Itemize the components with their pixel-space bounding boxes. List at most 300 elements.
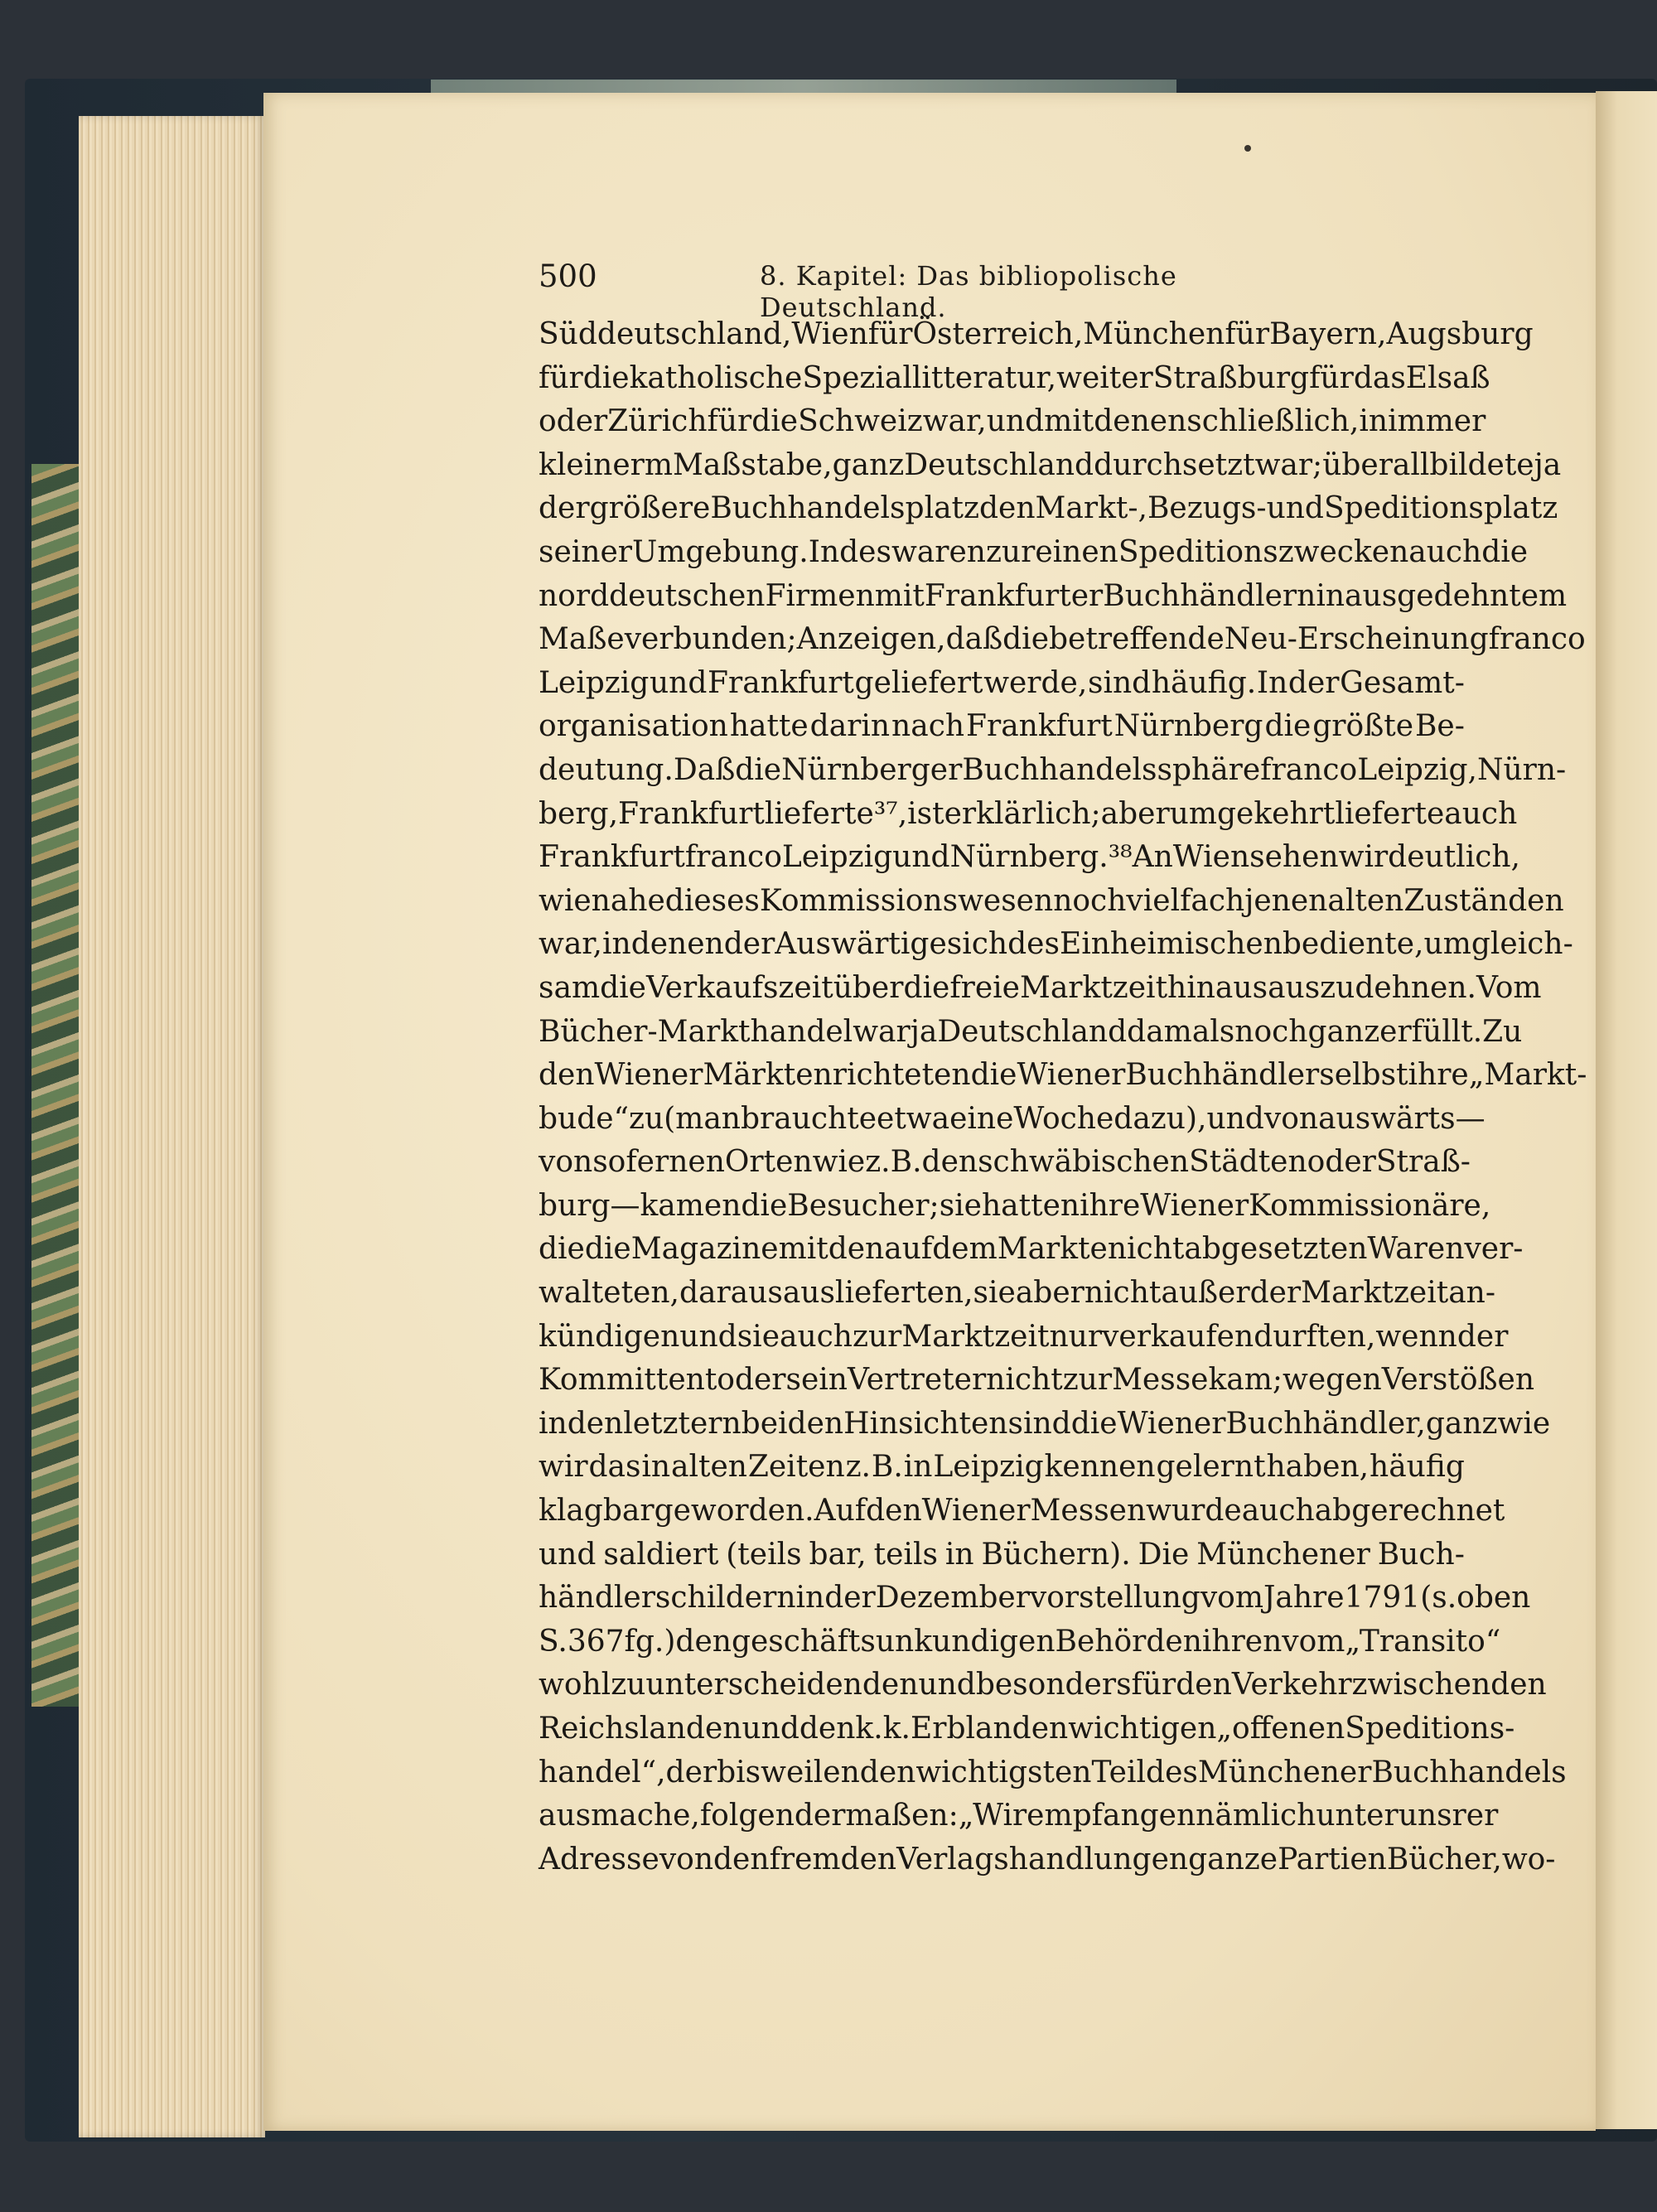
word: denen (630, 927, 724, 962)
word: Österreich, (912, 317, 1084, 351)
word: für (1309, 360, 1354, 395)
word: Partien (1278, 1842, 1387, 1876)
page-header (539, 258, 1284, 323)
word: Nürnberg (1114, 709, 1263, 744)
word: deutlich, (1388, 840, 1520, 875)
word: des (1146, 1755, 1198, 1789)
word: Speditionszwecken (1118, 534, 1409, 569)
word: Behörden (1055, 1624, 1202, 1659)
headband (431, 80, 1176, 93)
word: beiden (741, 1406, 844, 1441)
word: Frankfurt (539, 840, 685, 875)
word: ausgedehntem (1345, 578, 1568, 613)
word: München (1083, 317, 1225, 351)
word: Speditionsplatz (1323, 491, 1558, 526)
text-line (539, 705, 1465, 749)
word: bar, (809, 1537, 867, 1572)
word: bildete (1429, 447, 1534, 482)
word: „offenen (1216, 1712, 1345, 1746)
word: gelernt (1156, 1450, 1266, 1485)
word: die (1070, 1406, 1118, 1441)
word: die (741, 1188, 788, 1223)
word: bediente, (1282, 927, 1424, 962)
word: war (853, 1014, 911, 1049)
word: der (1457, 1319, 1509, 1354)
word: alten (1327, 883, 1404, 918)
word: haben, (1266, 1450, 1370, 1485)
word: Kommissionäre, (1249, 1188, 1491, 1223)
text-line (539, 400, 1486, 444)
word: Kommittent (539, 1363, 717, 1398)
word: ganz (832, 447, 905, 482)
word: hatten (981, 1188, 1080, 1223)
word: wichtigen (1068, 1712, 1217, 1746)
word: vom (1282, 1624, 1345, 1659)
word: Wiener (1117, 1406, 1226, 1441)
text-line (539, 1446, 1465, 1490)
word: (s. (1420, 1581, 1457, 1616)
word: Marktzeit (1019, 970, 1168, 1005)
word: von (1263, 1101, 1319, 1136)
word: händler (539, 1581, 655, 1616)
word: Dezembervorstellung (875, 1581, 1200, 1616)
word: Wien (791, 317, 868, 351)
word: Zuständen (1403, 883, 1564, 918)
word: Adresse (539, 1842, 659, 1876)
word: waren (891, 534, 986, 569)
word: den (866, 1494, 922, 1529)
text-line (539, 1011, 1523, 1055)
word: Süddeutschland, (539, 317, 792, 351)
text-line (539, 662, 1465, 706)
word: auszudehnen. (1268, 970, 1476, 1005)
word: Marktzeit (1301, 1276, 1449, 1311)
text-line (539, 749, 1567, 793)
word: die (539, 1232, 585, 1267)
word: Münchener (1197, 1755, 1372, 1789)
word: daraus (679, 1276, 783, 1311)
text-line (539, 1141, 1471, 1185)
word: Orten (724, 1145, 813, 1180)
word: Verstößen (1381, 1363, 1535, 1398)
word: die (751, 404, 799, 439)
word: empfangen (1027, 1799, 1196, 1833)
word: die (582, 360, 630, 395)
word: wenn (1375, 1319, 1457, 1354)
word: letztern (623, 1406, 742, 1441)
word: aber (1100, 796, 1170, 831)
word: und (742, 1712, 800, 1746)
word: reinen (1021, 534, 1118, 569)
word: Leipzig (933, 1450, 1044, 1485)
word: nicht (1107, 1232, 1185, 1267)
word: B. (890, 1145, 922, 1180)
word: katholische (629, 360, 803, 395)
text-line (539, 1620, 1501, 1664)
word: Markt-, (1035, 491, 1147, 526)
word: (man (664, 1101, 741, 1136)
word: ihre (1080, 1188, 1141, 1223)
word: verbunden; (624, 622, 797, 657)
word: Zürich (607, 404, 708, 439)
word: Speditions- (1345, 1712, 1515, 1746)
word: fernen (626, 1145, 725, 1180)
word: ganz (1307, 1014, 1380, 1049)
word: „Transito“ (1345, 1624, 1501, 1659)
text-line (539, 487, 1558, 531)
word: An (1132, 840, 1173, 875)
word: in (903, 1450, 933, 1485)
word: über (833, 970, 904, 1005)
word: Daß (673, 752, 736, 787)
word: war, (539, 927, 602, 962)
word: die (584, 1232, 631, 1267)
word: schildern (655, 1581, 796, 1616)
word: Buchhändlern (1103, 578, 1316, 613)
word: ja (1534, 447, 1562, 482)
word: teils (873, 1537, 938, 1572)
word: war, (922, 404, 987, 439)
word: sie (737, 1319, 780, 1354)
word: unter (1316, 1799, 1399, 1833)
word: das (1353, 360, 1406, 395)
word: Waren (1367, 1232, 1465, 1267)
word: auch (1241, 1494, 1315, 1529)
text-line (539, 1751, 1567, 1795)
word: 367 (567, 1624, 625, 1659)
word: mit (1044, 404, 1094, 439)
word: schwäbischen (978, 1145, 1190, 1180)
word: Städten (1189, 1145, 1307, 1180)
word: unsrer (1398, 1799, 1499, 1833)
word: Buchhändler, (1225, 1406, 1426, 1441)
word: den (828, 1232, 885, 1267)
word: ist (907, 796, 944, 831)
word: hinaus (1167, 970, 1268, 1005)
word: deutung. (539, 752, 674, 787)
word: die (1002, 622, 1050, 657)
word: zwischen (1351, 1668, 1491, 1702)
word: hatte (729, 709, 809, 744)
word: und (679, 1319, 737, 1354)
word: Buchhandelssphäre (962, 752, 1261, 787)
word: jenen (1244, 883, 1328, 918)
word: auch (1408, 534, 1482, 569)
word: Buchhandelsplatz (710, 491, 979, 526)
text-line (539, 836, 1520, 880)
word: Gesamt- (1340, 665, 1465, 700)
word: der (1287, 665, 1340, 700)
text-line (539, 1490, 1505, 1533)
word: Be- (1414, 709, 1465, 744)
word: lieferte (1335, 796, 1445, 831)
word: verkaufen (1102, 1319, 1254, 1354)
word: ganze (1188, 1842, 1278, 1876)
word: k. (855, 1712, 883, 1746)
word: dieses (664, 883, 760, 918)
word: Frankfurt (618, 796, 765, 831)
word: in (944, 1537, 974, 1572)
word: vielfach (1126, 883, 1245, 918)
word: Verkaufszeit (645, 970, 833, 1005)
word: die (600, 970, 646, 1005)
word: geliefert (854, 665, 983, 700)
word: nach (891, 709, 965, 744)
word: richteten (832, 1058, 971, 1093)
word: nahe (591, 883, 665, 918)
text-line (539, 1185, 1491, 1229)
word: und (539, 1537, 597, 1572)
text-line (539, 1838, 1556, 1882)
word: norddeutschen (539, 578, 766, 613)
word: Wiener (1017, 1058, 1126, 1093)
word: für (1225, 317, 1270, 351)
word: klagbar (539, 1494, 655, 1529)
word: weiter (1056, 360, 1153, 395)
word: Büchern). (981, 1537, 1131, 1572)
word: in (601, 927, 631, 962)
word: betreffende (1049, 622, 1225, 657)
word: ja (910, 1014, 938, 1049)
word: und (892, 840, 950, 875)
word: von (659, 1842, 714, 1876)
word: kennen (1044, 1450, 1156, 1485)
word: z. (865, 1145, 891, 1180)
word: besonders (975, 1668, 1132, 1702)
word: an- (1448, 1276, 1496, 1311)
word: wie (812, 1145, 866, 1180)
word: „Markt- (1468, 1058, 1587, 1093)
page-number: 500 (539, 258, 597, 294)
word: Wiener (594, 1058, 703, 1093)
text-line (539, 313, 1534, 357)
text-line (539, 444, 1562, 488)
word: nur (1049, 1319, 1103, 1354)
word: ver- (1464, 1232, 1524, 1267)
word: kündigen (539, 1319, 680, 1354)
word: dem (932, 1232, 998, 1267)
word: Firmen (765, 578, 875, 613)
text-line (539, 1316, 1509, 1360)
word: und (649, 665, 708, 700)
text-line (539, 1533, 1465, 1577)
word: Elsaß (1405, 360, 1490, 395)
text-line (539, 1054, 1587, 1098)
word: Magazine (630, 1232, 779, 1267)
word: den (859, 1755, 916, 1789)
word: abgerechnet (1314, 1494, 1505, 1529)
word: zu (985, 534, 1022, 569)
word: und (918, 1668, 976, 1702)
word: noch (1234, 1014, 1308, 1049)
word: Umgebung. (632, 534, 809, 569)
word: Buch- (1377, 1537, 1465, 1572)
word: sie (939, 1188, 982, 1223)
word: nämlich (1196, 1799, 1316, 1833)
word: kleinerm (539, 447, 673, 482)
text-line (539, 357, 1490, 401)
word: organisation (539, 709, 728, 744)
word: k. (882, 1712, 911, 1746)
marbled-endpaper (31, 464, 80, 1707)
word: größte (1312, 709, 1414, 744)
text-line (539, 575, 1568, 619)
word: Buchhändler (1125, 1058, 1320, 1093)
word: immer (1388, 404, 1486, 439)
word: die (735, 752, 782, 787)
word: Reichslanden (539, 1712, 742, 1746)
word: daß (945, 622, 1003, 657)
word: saldiert (603, 1537, 719, 1572)
word: noch (1053, 883, 1127, 918)
word: Verlagshandlungen (896, 1842, 1189, 1876)
word: wurde (1146, 1494, 1242, 1529)
word: wohl (539, 1668, 611, 1702)
word: franco (684, 840, 782, 875)
word: umgekehrt (1169, 796, 1336, 831)
word: durften, (1254, 1319, 1376, 1354)
word: Augsburg (1386, 317, 1534, 351)
word: In (1256, 665, 1288, 700)
text-line (539, 1272, 1496, 1316)
word: franco (1488, 622, 1586, 657)
word: die (903, 970, 950, 1005)
word: handel“, (539, 1755, 666, 1789)
word: auswärts (1318, 1101, 1456, 1136)
word: in (641, 1450, 671, 1485)
word: in (795, 1581, 825, 1616)
word: der (665, 1755, 717, 1789)
word: für (867, 317, 913, 351)
word: Auswärtige (775, 927, 947, 962)
word: burg (539, 1188, 611, 1223)
word: Hinsichten (843, 1406, 1008, 1441)
word: B. (871, 1450, 903, 1485)
facing-page-edge (1596, 91, 1657, 2129)
word: (teils (726, 1537, 802, 1572)
running-head: 8. Kapitel: Das bibliopolische Deutschland. (760, 260, 1177, 323)
word: außer (1161, 1276, 1250, 1311)
word: Zu (1482, 1014, 1523, 1049)
word: wegen (1283, 1363, 1382, 1398)
word: Anzeigen, (796, 622, 946, 657)
word: war; (1254, 447, 1323, 482)
word: den (675, 1624, 732, 1659)
word: Markte (997, 1232, 1108, 1267)
word: Bücher-Markthandel (539, 1014, 853, 1049)
word: lieferte³⁷, (764, 796, 908, 831)
word: seiner (539, 534, 632, 569)
word: Verkehr (1231, 1668, 1352, 1702)
text-line (539, 531, 1529, 575)
word: nicht (986, 1363, 1063, 1398)
text-line (539, 1707, 1515, 1751)
word: wo- (1501, 1842, 1556, 1876)
word: häufig. (1151, 665, 1257, 700)
word: bude“ (539, 1101, 629, 1136)
word: Straßburg (1152, 360, 1310, 395)
word: für (539, 360, 583, 395)
word: oder (717, 1363, 786, 1398)
word: Erblanden (910, 1712, 1069, 1746)
word: S. (539, 1624, 568, 1659)
word: die (1264, 709, 1312, 744)
word: das (588, 1450, 641, 1485)
word: auslieferten, (782, 1276, 973, 1311)
word: Leipzig, (1357, 752, 1477, 787)
text-line (539, 967, 1542, 1011)
word: so (592, 1145, 626, 1180)
word: kamen (640, 1188, 742, 1223)
word: Auf (814, 1494, 867, 1529)
word: mit (778, 1232, 828, 1267)
speck (1244, 145, 1251, 152)
word: wichtigsten (915, 1755, 1092, 1789)
text-line (539, 1664, 1547, 1707)
word: geworden. (654, 1494, 814, 1529)
word: Frankfurt (966, 709, 1113, 744)
word: wir (539, 1450, 588, 1485)
word: der (539, 491, 590, 526)
word: in (539, 1406, 568, 1441)
word: den (921, 1145, 978, 1180)
word: die (970, 1058, 1017, 1093)
word: Schweiz (798, 404, 923, 439)
word: freie (949, 970, 1020, 1005)
word: den (799, 1712, 856, 1746)
word: den (1176, 1668, 1232, 1702)
word: erfüllt. (1379, 1014, 1483, 1049)
word: fg.) (624, 1624, 676, 1659)
word: franco (1260, 752, 1358, 787)
word: Wiener (1140, 1188, 1249, 1223)
word: brauchte (740, 1101, 877, 1136)
word: bisweilen (717, 1755, 860, 1789)
word: größere (589, 491, 711, 526)
text-line (539, 880, 1564, 924)
word: Leipzig (781, 840, 893, 875)
word: eine (949, 1101, 1014, 1136)
word: „Wir (958, 1799, 1027, 1833)
word: in (1359, 404, 1389, 439)
word: Straß- (1375, 1145, 1471, 1180)
word: zu (611, 1668, 646, 1702)
body-text (539, 313, 1587, 1881)
word: sam (539, 970, 601, 1005)
word: Wiener (921, 1494, 1031, 1529)
word: ihre (1408, 1058, 1469, 1093)
word: für (707, 404, 752, 439)
word: Deutschland (904, 447, 1094, 482)
word: zu (628, 1101, 664, 1136)
word: denen (1094, 404, 1187, 439)
word: Frankfurt (708, 665, 854, 700)
word: die (1481, 534, 1529, 569)
word: Die (1138, 1537, 1190, 1572)
word: berg, (539, 796, 619, 831)
word: damals (1127, 1014, 1235, 1049)
word: der (1249, 1276, 1302, 1311)
word: der (723, 927, 775, 962)
word: Frankfurter (924, 578, 1104, 613)
word: Bücher, (1386, 1842, 1502, 1876)
word: Zeiten (747, 1450, 845, 1485)
word: vom (1200, 1581, 1263, 1616)
word: in (1316, 578, 1345, 613)
word: nicht (1084, 1276, 1162, 1311)
page-edges (79, 116, 265, 2137)
word: walteten, (539, 1276, 679, 1311)
